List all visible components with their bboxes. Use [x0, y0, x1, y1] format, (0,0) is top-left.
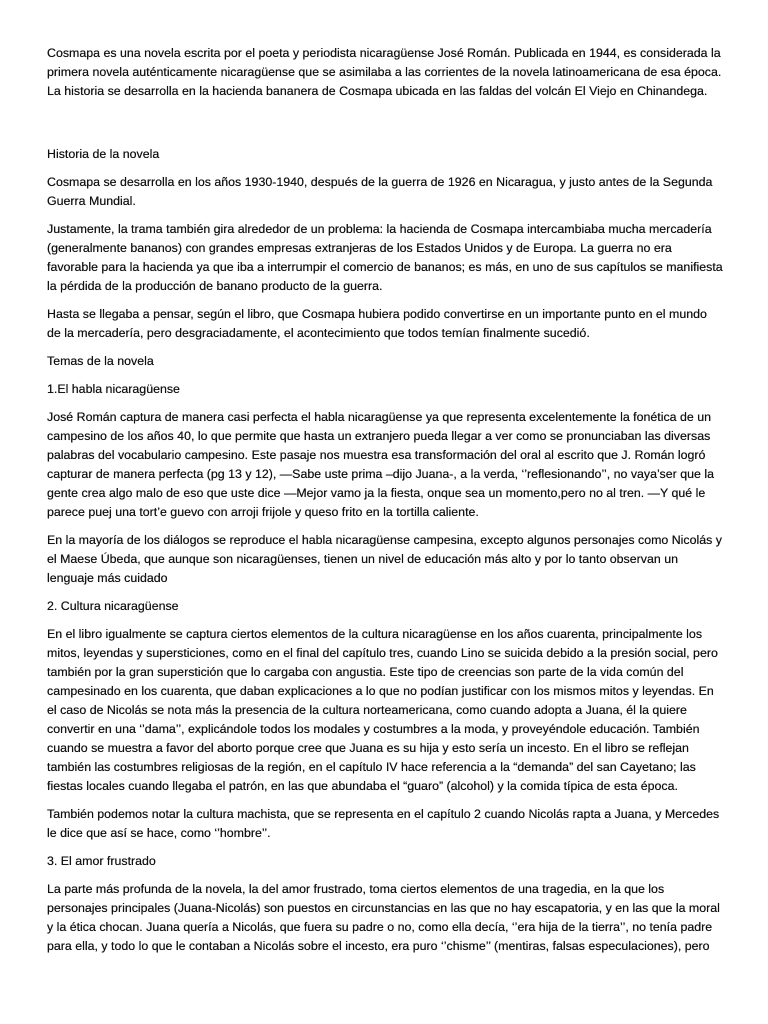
section-heading-temas: Temas de la novela	[47, 354, 154, 368]
document-page	[47, 44, 723, 965]
paragraph-habla-2: En la mayoría de los diálogos se reproduce el habla nicaragüense campesina, excepto algunos personajes como Nicolás y el Maese Úbeda, que aunque son nicaragüenses, tienen un nivel de educación más alto y por lo tanto observan un lenguaje más cuidado	[47, 533, 722, 585]
subheading-amor: 3. El amor frustrado	[47, 854, 156, 868]
paragraph-cultura-1: En el libro igualmente se captura ciertos elementos de la cultura nicaragüense en los años cuarenta, principalmente los mitos, leyendas y supersticiones, como en el final del capítulo tres, cuando Lino se suicida debido a la presión social, pero también por la gran superstición que lo cargaba con angustia. Este tipo de creencias son parte de la vida común del campesinado en los cuarenta, que daban explicaciones a lo que no podían justificar con los mismos mitos y leyendas. En el caso de Nicolás se nota más la presencia de la cultura norteamericana, como cuando adopta a Juana, él la quiere convertir en una ‘’dama’’, explicándole todos los modales y costumbres a la moda, y proveyéndole educación. También cuando se muestra a favor del aborto porque cree que Juana es su hija y esto sería un incesto. En el libro se reflejan también las costumbres religiosas de la región, en el capítulo IV hace referencia a la “demanda” del san Cayetano; las fiestas locales cuando llegaba el patrón, en las que abundaba el “guaro” (alcohol) y la comida típica de esta época.	[47, 627, 718, 793]
subheading-cultura: 2. Cultura nicaragüense	[47, 599, 179, 613]
subheading-habla: 1.El habla nicaragüense	[47, 382, 180, 396]
paragraph-habla-1: José Román captura de manera casi perfecta el habla nicaragüense ya que representa excelentemente la fonética de un campesino de los años 40, lo que permite que hasta un extranjero pueda llegar a ver como se pronunciaban las diversas palabras del vocabulario campesino. Este pasaje nos muestra esa transformación del oral al escrito que J. Román logró capturar de manera perfecta (pg 13 y 12), —Sabe uste prima –dijo Juana-, a la verda, ‘’reflesionando’’, no vaya’ser que la gente crea algo malo de eso que uste dice —Mejor vamo ja la fiesta, onque sea un momento,pero no al tren. —Y qué le parece puej una tort’e guevo con arroji frijole y queso frito en la tortilla caliente.	[47, 410, 714, 519]
intro-paragraph: Cosmapa es una novela escrita por el poeta y periodista nicaragüense José Román. Publicada en 1944, es considerada la primera novela auténticamente nicaragüense que se asimilaba a las corrientes de la novela latinoamericana de esa época. La historia se desarrolla en la hacienda bananera de Cosmapa ubicada en las faldas del volcán El Viejo en Chinandega.	[47, 46, 722, 98]
paragraph-historia-2: Justamente, la trama también gira alrededor de un problema: la hacienda de Cosmapa intercambiaba mucha mercadería (generalmente bananos) con grandes empresas extranjeras de los Estados Unidos y de Europa. La guerra no era favorable para la hacienda ya que iba a interrumpir el comercio de bananos; es más, en uno de sus capítulos se manifiesta la pérdida de la producción de banano producto de la guerra.	[47, 222, 723, 293]
paragraph-historia-3: Hasta se llegaba a pensar, según el libro, que Cosmapa hubiera podido convertirse en un importante punto en el mundo de la mercadería, pero desgraciadamente, el acontecimiento que todos temían finalmente sucedió.	[47, 307, 707, 340]
section-heading-historia: Historia de la novela	[47, 147, 160, 161]
paragraph-amor-1: La parte más profunda de la novela, la del amor frustrado, toma ciertos elementos de una tragedia, en la que los personajes principales (Juana-Nicolás) son puestos en circunstancias en las que no hay escapatoria, y en las que la moral y la ética chocan. Juana quería a Nicolás, que fuera su padre o no, como ella decía, ‘’era hija de la tierra’’, no tenía padre para ella, y todo lo que le contaban a Nicolás sobre el incesto, era puro ‘’chisme’’ (mentiras, falsas especulaciones), pero	[47, 882, 720, 953]
paragraph-historia-1: Cosmapa se desarrolla en los años 1930-1940, después de la guerra de 1926 en Nicaragua, y justo antes de la Segunda Guerra Mundial.	[47, 175, 713, 208]
paragraph-cultura-2: También podemos notar la cultura machista, que se representa en el capítulo 2 cuando Nicolás rapta a Juana, y Mercedes le dice que así se hace, como ‘’hombre’’.	[47, 807, 720, 840]
